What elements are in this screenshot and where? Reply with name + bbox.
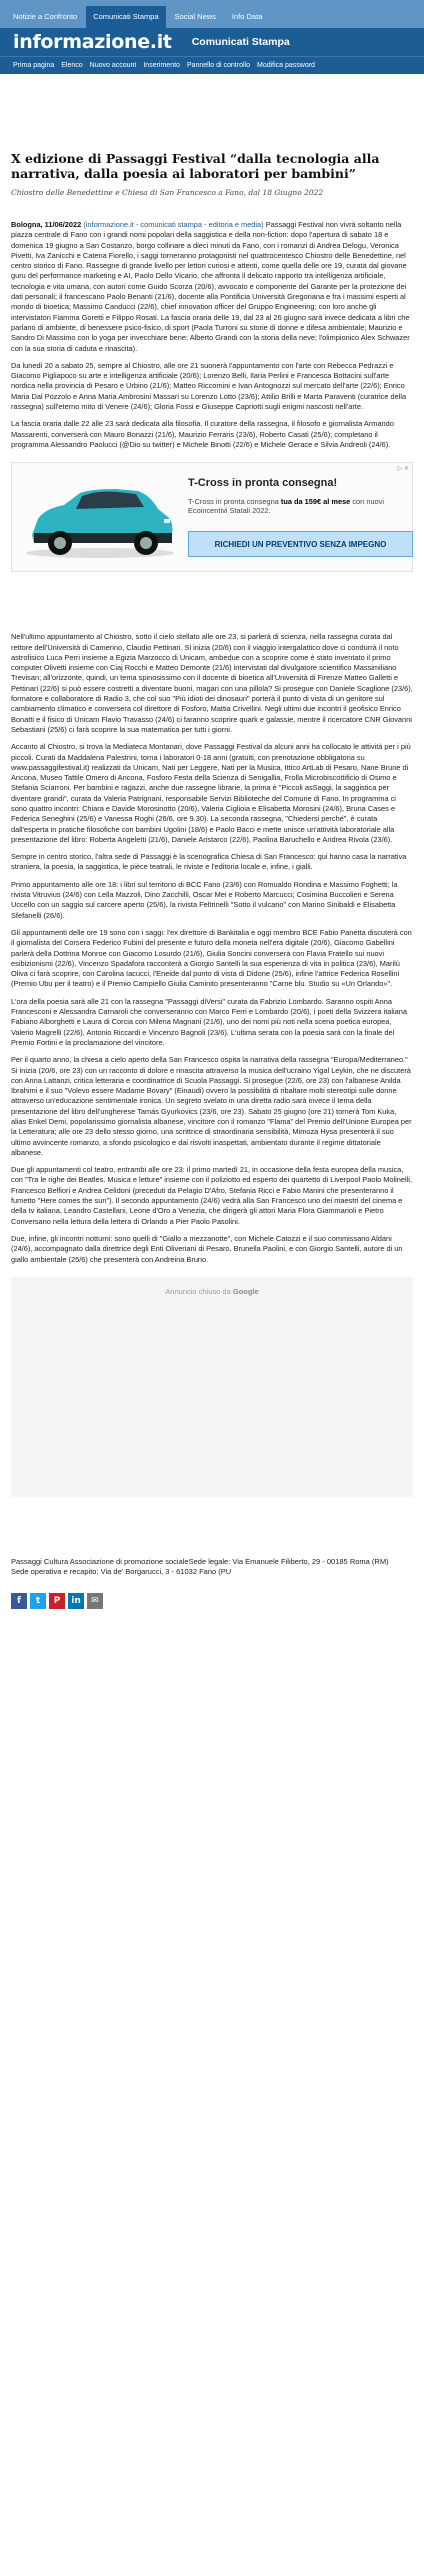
top-tab-bar (0, 0, 424, 28)
paragraph: Primo appuntamento alle ore 18: i libri sul territorio di BCC Fano (23/6) con Romualdo Rondina e Massimo Foghetti; la rivista Vitruvius (24/6) con Lella Mazzoli, Dino Zacchilli, Oscar Mei e Roberto Marcucci; Cosimina Buccolieri e Serena Uccello con un saggio sul carcere aperto (25/6), la rivista Feltrinelli "Sotto il vulcano" con Marino Sinibaldi e Elisabetta Sfefanelli (26/6). (11, 879, 398, 920)
paragraph: La fascia oraria dalle 22 alle 23 sarà dedicata alla filosofia. Il curatore della rassegna, il filosofo e giornalista Armando Massarenti, converserà con Mauro Bonazzi (21/6), Maurizio Ferraris (23/6), Roberto Casati (25/6); completano il programma Alessandro Paolucci (@Dio su twitter) e Michele Binotti (22/6) e Michele Gerace e Silvia Andreoli (24/6). (11, 419, 394, 449)
paragraph: Per il quarto anno, la chiesa a cielo aperto della San Francesco ospita la narrativa della rassegna "Europa/Mediterraneo." Si inizia (20/6, ore 23) con un racconto di dolore e rinascita attraverso la musica dell'ucraino Yigal Leykin, che ne discuterà con Anna Lattanzi, critica letteraria e coordinatrice di Scuola Passaggi. Si prosegue (22/6, ore 23) con l'albanese Anilda Ibrahimi e il suo "Volevo essere Madame Bovary" (Einaudi) ovvero la possibilità di ribaltare molti stereotipi sulle donne attraverso un'educazione sentimentale ironica. Un segreto svelato in una diretta radio sarà invece il tema della presentazione del libro dell'ungherese Tamás Gyurkovics (23/6, ore 23). Sabato 25 giugno (ore 21) tornerà Tom Kuka, alias Enkel Demi, popolarissimo giornalista albanese, vincitore con il romanzo "Flama" del Premio dell'Unione Europea per la Letteratura; alle ore 23 dello stesso giorno, una scrittrice di straordinaria sensibilità, Mimoza Hysa presenterà il suo ultimo avvincente romanzo, a sfondo psicologico e dai risvolti inaspettati, ambientato durante il regime dittatoriale albanese. (11, 1055, 412, 1157)
paragraph: Da lunedì 20 a sabato 25, sempre al Chiostro, alle ore 21 suonerà l'appuntamento con l'arte con Rebecca Pedrazzi e Giacomo Pigliapoco su arte e intelligenza artificiale (20/6); Lorenzo Belli, Ilaria Perlini e Francesca Bottacini sull'arte nordica nella provincia di Pesaro e Urbino (21/6); Matteo Riccomini e Ivan Antognozzi sul mercato dell'arte (22/6); Enrico Maria Dal Pozzolo e Anna Maria Ambrosini Massari su Lorenzo Lotto (23/6); Attilio Brilli e Marta Paraventi (curatrice della rassegna) sull'eterno mito di Venere (24/6); Gloria Fossi e Giuseppe Capriotti sugli enigmi nascosti nell'arte. (11, 360, 407, 412)
article (0, 151, 424, 1497)
article-source[interactable]: (informazione.it - comunicati stampa - editoria e media) (83, 220, 264, 229)
tab-notizie-a-confronto[interactable]: Notizie a Confronto (13, 11, 78, 21)
paragraph: Due, infine, gli incontri notturni: sono quelli di "Giallo a mezzanotte", con Michele Catozzi e il suo commissario Aldani (24/6), accompagnato dalla direttrice degli Enti Oliveriani di Pesaro, Brunella Paolini, e con Giorgio Santelli, autore di un giallo ambientale (25/6) che presenterà con Andreina Bruno. (11, 1233, 403, 1264)
menu-item-modifica-password[interactable]: Modifica password (256, 62, 315, 69)
lead-text: Passaggi Festival non vivrà soltanto nella piazza centrale di Fano con i grandi nomi popolari della saggistica e della non-fiction: dopo l'apertura di sabato 18 e domenica 19 giugno a San Costanzo, borgo collinare a dieci minuti da Fano, con i romanzi di Andrea Delogu, Veronica Pivetti, Iva Zanicchi e Catena Fiorello, i saggi torneranno protagonisti nel quattrocentesco Chiostro delle Benedettine, nel centro storico di Fano. Rassegne di grande livello per lettori curiosi e attenti, come quella delle ore 19, curata dal giovane guru del performance marketing e AI, Paolo Dello Vicario, che affronta il delicato rapporto tra intelligenza artificiale, tecnologia e vita umana, con autori come Guido Scorza (20/6), avvocato e componente del Garante per la protezione dei dati personali; il francescano Paolo Benanti (21/6), docente alla Pontificia Università Gregoriana e fra i massimi esperti al mondo di bioetica; Massimo Canducci (22/6), chief innovation officer del Gruppo Engineering; con loro anche gli intervistatori Fiamma Goretti e Filippo Rosati. La fascia oraria delle 19, dal 23 al 26 giugno sarà invece dedicata a libri che parlano di ambiente, di benessere psico-fisico, di sport (Paola Turroni su storie di donne e difesa ambientale; Maurizio e Sandro Di Massimo con lo yoga per invecchiare bene; Alberto Grandi con la storia della neve; l'olimpionico Alex Schwazer con la sua storia di caduta e rinascita). (11, 220, 410, 353)
ad-text: T-Cross in pronta consegna tua da 159€ al mese con nuovi Ecoincentivi Statali 2022. (188, 497, 384, 516)
tab-info-data[interactable]: Info Data (231, 11, 263, 21)
main-menu (0, 56, 424, 74)
paragraph: L'ora della poesia sarà alle 21 con la rassegna "Passaggi diVersi" curata da Fabrizio Lombardo. Saranno ospiti Anna Francesconi e Alessandra Carnaroli che converseranno con Marco Ferri e Lombardo (20/6), i poeti della Svizzera italiana Fabiano Alborghetti e Laura di Corcia con Milena Magnani (21/6), uno dei nomi più noti nella scena poetica europea, Valerio Magrelli (22/6), Antonio Riccardi e Vincenzo Bagnoli (23/6). L'ultima serata con la poesia sarà con la finale del Premio Fortini e la proclamazione del vincitore. (11, 996, 408, 1047)
menu-item-prima-pagina[interactable]: Prima pagina (13, 62, 55, 69)
footer-address (0, 1557, 424, 1577)
social-share-bar (0, 1593, 424, 1609)
ad-choices-icon[interactable]: ▷ ✕ (397, 466, 409, 473)
article-date: Bologna, 11/06/2022 (11, 220, 82, 229)
article-title: X edizione di Passaggi Festival “dalla tecnologia alla narrativa, dalla poesia ai laboratori per bambini” (11, 151, 380, 181)
ad-quote-button[interactable]: RICHIEDI UN PREVENTIVO SENZA IMPEGNO (188, 531, 413, 557)
menu-item-nuovo-account[interactable]: Nuovo account (89, 62, 137, 69)
paragraph: Accanto al Chiostro, si trova la Mediateca Montanari, dove Passaggi Festival da alcuni anni ha collocato le attività per i più piccoli. Curati da Maddalena Palestrini, torna i laboratori 0-18 anni (gratuiti, con prenotazione obbligatoria su www.passaggifestival.it) realizzati da Unicam, Nati per Leggere, Nati per la Musica, Ittico ArtLab di Pesaro, Nane Brune di Ancona, Museo Tattile Omero di Ancona, Fosforo Festa della Scienza di Senigallia, Frolla Microbiscottificio di Osimo e Stefania Sciarroni. Per bambini e ragazzi, anche due rassegne librarie, la prima è "Piccoli asSaggi, la saggistica per diventare grandi", curata da Valeria Patrignani, responsabile Servizi Biblioteche del Comune di Fano. In programma ci sono quattro incontri: Chiara e Davide Morosinotto (20/6), Valeria Ciglioia e Elisabetta Morosini (24/6), Bruna Cases e Federica Seneghini (25/6) e Vanessa Roghi (26/6, ore 9.30). La seconda rassegna, "Chiedersi perché", è curata dall'esperta in pratiche filosofiche con bambini Ugolini (18/6) e Paolo Bacci e mette unisce un'attività laboratoriale alla presentazione del libro: Roberta Angeletti (21/6), Daniele Aristarco (22/6), Paolina Baruchello e Andrea Rivola (23/6). (11, 742, 411, 844)
article-lead (11, 220, 413, 354)
paragraph: Due gli appuntamenti col teatro, entrambi alle ore 23: il primo martedì 21, in occasione della festa europea della musica, con "Tra le righe dei Beatles. Musica e letture" insieme con il poliziotto ed esperto dei quartetto di Liverpool Paolo Molinelli, Francesco Belfiori e Andrea Celidoni (preceduti da Pelagio D'Afro, Stefania Ricci e Fabio Manini che presenteranno il fumetto "Here comes the sun"). Il secondo appuntamento (24/6) vedrà alla San Francesco uno dei maestri del cinema e della tv italiana, Leandro Castellani, Leone d'Oro a Venezia, che dirigerà gli attori Maria Flora Giammarioli e Pietro Conversano nella lettura della lettera di Orlando a Pier Paolo Pasolini. (11, 1165, 412, 1226)
menu-item-inserimento[interactable]: Inserimento (143, 62, 180, 69)
paragraph: Sempre in centro storico, l'altra sede di Passaggi è la scenografica Chiesa di San Francesco: qui hanno casa la narrativa straniera, la poesia, la saggistica, le pièce teatrali, le riviste e l'editoria locale e, infine, i gialli. (11, 852, 407, 872)
article-subtitle: Chiostro delle Benedettine e Chiesa di San Francesco a Fano, dal 18 Giugno 2022 (11, 188, 324, 197)
ad-spacer (11, 572, 413, 632)
section-title: Comunicati Stampa (191, 36, 290, 48)
email-icon[interactable]: ✉ (87, 1593, 103, 1609)
tab-comunicati-stampa[interactable]: Comunicati Stampa (86, 6, 165, 28)
google-logo: Google (232, 1286, 259, 1296)
facebook-icon[interactable]: f (11, 1593, 27, 1609)
menu-item-elenco[interactable]: Elenco (61, 62, 83, 69)
twitter-icon[interactable]: t (30, 1593, 46, 1609)
footer-legal-address: Passaggi Cultura Associazione di promozione socialeSede legale: Via Emanuele Filiberto, 29 - 00185 Roma (RM) (11, 1556, 389, 1566)
pinterest-icon[interactable]: P (49, 1593, 65, 1609)
brand-bar (0, 28, 424, 56)
car-advertisement[interactable] (11, 462, 413, 572)
tab-social-news[interactable]: Social News (174, 11, 216, 21)
closed-ad-text: Annuncio chiuso da (165, 1286, 231, 1296)
paragraph: Gli appuntamenti delle ore 19 sono con i saggi: l'ex direttore di Bankitalia e oggi membro BCE Fabio Panetta discuterà con il giornalista del Corsera Federico Fubini del presente e futuro della moneta nell'era digitale (20/6), Giacomo Gabellini parlerà della Dottrina Monroe con Giacomo Losurdo (21/6), Giulia Soncini converserà con Flavia Fratello sui nuovi esibizionismi (22/6), Vincenzo Spadafora racconterà a Giorgio Santelli la sua esperienza di vita in politica (23/6), Marilù Oliva ci farà scoprire, con Carolina Iacucci, l'Eneide dal punto di vista di Didone (25/6), infine l'attrice Federica Rosellini (Premio Ubu per il teatro) e il Premio Campiello Giulia Caminito presenteranno "Carne blu. Studio su «Un Orlando»". (11, 927, 412, 989)
ad-title: T-Cross in pronta consegna! (188, 477, 338, 490)
closed-ad-box (11, 1277, 413, 1497)
linkedin-icon[interactable]: in (68, 1593, 84, 1609)
paragraph: Nell'ultimo appuntamento al Chiostro, sotto il cielo stellato alle ore 23, si parlerà di scienza, nella rassegna curata dal rettore dell'Università di Camerino, Claudio Pettinari. Si inizia (20/6) con il viaggio intergalattico dove ci condurrà il noto astrofisico Luca Perri insieme a Egizia Marzocco di Unicam, ambedue con a scoprire come è stato inventato il primo computer Olivetti insieme con Ciaj Rocchi e Matteo Demonte (21/6) intervistati dal divulgatore scientifico Massimiliano Trevisan; all'orizzonte, quindi, un tema spinosissimo con il docente di bioetica all'Università di Firenze Matteo Galletti e Pettinari (22/6) si può essere costretti a diventare buoni, magari con una pillola? Si prosegue con Daniele Scaglione (23/6), formatore e collaboratore di Radio 3, che col suo "Più idioti dei dinosauri" porterà il punto di vista di un genitore sul cambiamento climatico e conversera col direttore di Fosforo, Mattia Crivellini. Negli ultimi due incontri il geofisico Enrico Bonatti e il fisico di Unicam Flavio Travasso (24/6) ci faranno scoprire quark e galassie, mentre il ricercatore CNR Giovanni Sebastiani (25/6) ci farà scoprire la sua matematica per tutti i giorni. (11, 632, 413, 734)
site-logo[interactable]: informazione.it (13, 31, 172, 53)
car-image (20, 479, 178, 561)
menu-item-pannello-di-controllo[interactable]: Pannello di controllo (186, 62, 250, 69)
footer-operative-address: Sede operativa e recapito: Via de' Borgarucci, 3 - 61032 Fano (PU (11, 1566, 232, 1576)
